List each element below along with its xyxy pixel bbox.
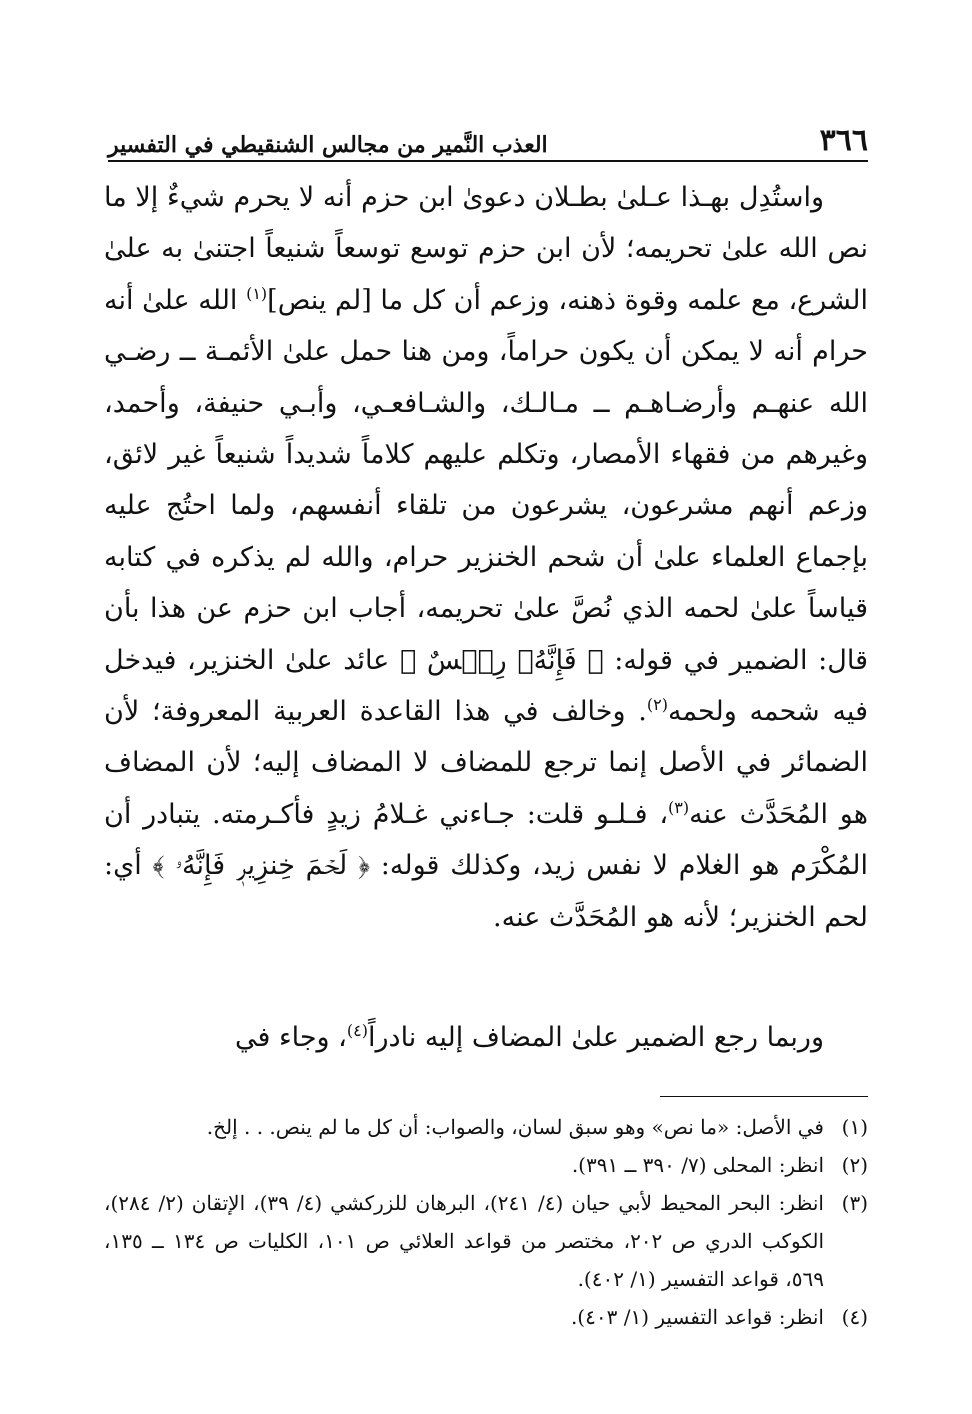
main-text — [104, 172, 868, 1053]
footnote — [104, 1184, 868, 1298]
running-title: العذب النَّمير من مجالس الشنقيطي في التفسير — [108, 132, 548, 158]
paragraph-text: واستُدِل بهـذا عـلىٰ بطـلان دعوىٰ ابن حزم أنه لا يحرم شيءٌ إلا ما نص الله علىٰ تحريمه؛ لأن ابن حزم توسع توسعاً شنيعاً اجتنىٰ به علىٰ الشرع، مع علمه وقوة ذهنه، وزعم أن كل ما [لم ينص] — [104, 182, 868, 316]
footnote — [104, 1146, 868, 1184]
paragraph-text: ، فـلـو قلت: جـاءني غـلامُ زيدٍ فأكـرمته. يتبادر أن المُكْرَم هو الغلام لا نفس زيد، وكذلك قوله: ﴿ لَحۡمَ خِنزِيرٖ فَإِنَّهُۥ ﴾ أي: لحم الخنزير؛ لأنه هو المُحَدَّث عنه. — [104, 798, 868, 933]
footnote-text: في الأصل: «ما نص» وهو سبق لسان، والصواب: أن كل ما لم ينص. . . إلخ. — [206, 1115, 824, 1139]
footnote-number: (٢) — [841, 1153, 868, 1177]
footnote-number: (١) — [841, 1115, 868, 1139]
header-rule — [108, 160, 868, 162]
paragraph — [104, 1012, 868, 1063]
paragraph-text: وربما رجع الضمير علىٰ المضاف إليه نادراً — [368, 1022, 824, 1053]
footnotes — [104, 1108, 868, 1336]
footnote-number: (٤) — [841, 1305, 868, 1329]
paragraph-text: . وخالف في هذا القاعدة العربية المعروفة؛ لأن الضمائر في الأصل إنما ترجع للمضاف لا المضاف إليه؛ لأن المضاف هو المُحَدَّث عنه — [104, 696, 868, 830]
footnote-text: انظر: المحلى (٧/ ٣٩٠ ــ ٣٩١). — [571, 1153, 824, 1177]
footnote — [104, 1108, 868, 1146]
footnote-reference: (٢) — [646, 695, 668, 715]
paragraph-text: ، وجاء في — [234, 1022, 347, 1053]
footnote-reference: (١) — [246, 283, 268, 303]
footnote-reference: (٤) — [346, 1021, 368, 1040]
paragraph — [104, 172, 868, 943]
footnote — [104, 1298, 868, 1336]
footnote-text: انظر: البحر المحيط لأبي حيان (٤/ ٢٤١)، البرهان للزركشي (٤/ ٣٩)، الإتقان (٢/ ٢٨٤)، الكوكب الدري ص ٢٠٢، مختصر من قواعد العلائي ص ١٠١، الكليات ص ١٣٤ ــ ١٣٥، ٥٦٩، قواعد التفسير (١/ ٤٠٢). — [104, 1191, 825, 1291]
paragraph-text: الله علىٰ أنه حرام أنه لا يمكن أن يكون حراماً، ومن هنا حمل علىٰ الأئمـة ــ رضـي الله عنهـم وأرضـاهـم ــ مـالـك، والشـافعـي، وأبـي حنيفة، وأحمد، وغيرهم من فقهاء الأمصار، وتكلم عليهم كلاماً شديداً شنيعاً غير لائق، وزعم أنهم مشرعون، يشرعون من تلقاء أنفسهم، ولما احتُج عليه بإجماع العلماء علىٰ أن شحم الخنزير حرام، والله لم يذكره في كتابه قياساً علىٰ لحمه الذي نُصَّ علىٰ تحريمه، أجاب ابن حزم عن هذا بأن قال: الضمير في قوله: ﴿ فَإِنَّهُۥ رِجۡسٌ ﴾ عائد علىٰ الخنزير، فيدخل فيه شحمه ولحمه — [104, 284, 868, 728]
footnote-separator — [660, 1096, 868, 1097]
footnote-number: (٣) — [841, 1191, 868, 1215]
page-header — [108, 112, 868, 156]
footnote-reference: (٣) — [668, 797, 690, 817]
footnote-text: انظر: قواعد التفسير (١/ ٤٠٣). — [570, 1305, 824, 1329]
page-number: ٣٦٦ — [819, 123, 868, 158]
